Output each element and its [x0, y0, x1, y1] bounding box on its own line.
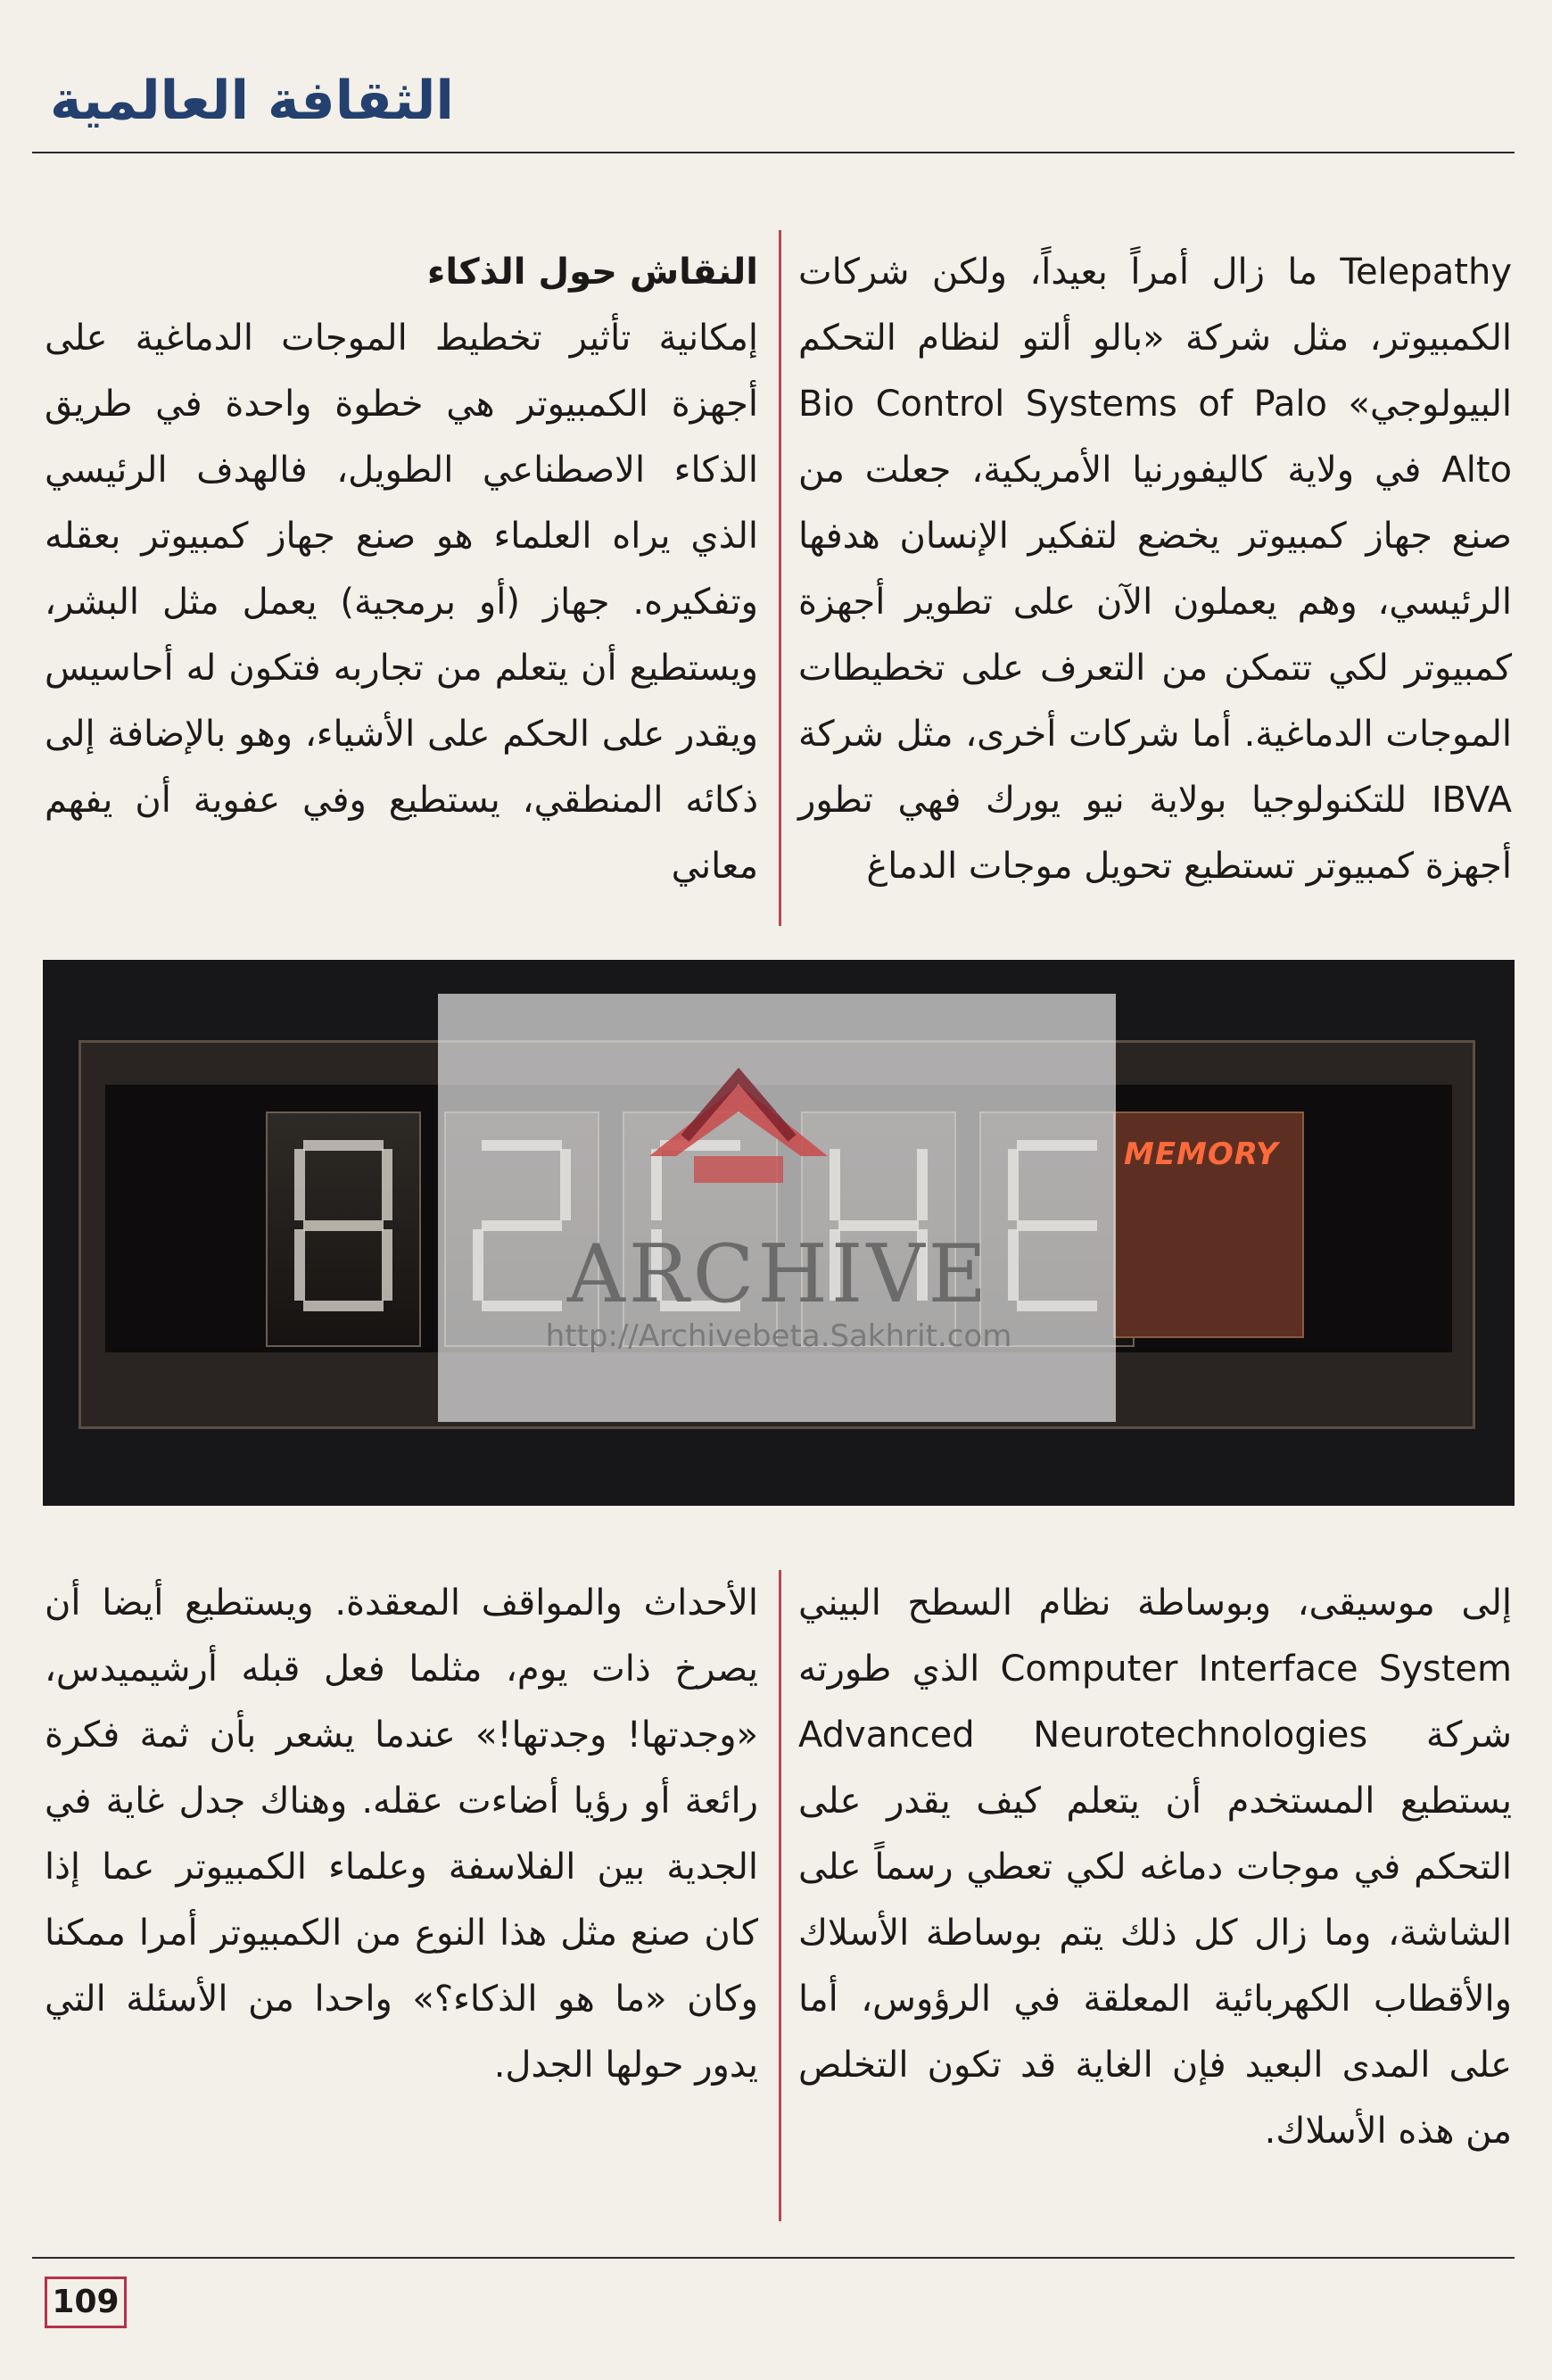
paragraph: الأحداث والمواقف المعقدة. ويستطيع أيضا أن يصرخ ذات يوم، مثلما فعل قبله أرشيميدس، «وجدتها! وجدتها!» عندما يشعر بأن ثمة فكرة رائعة أو رؤيا أضاءت عقله. وهناك جدل غاية في الجدية بين الفلاسفة وعلماء الكمبيوتر عما إذا كان صنع مثل هذا النوع من الكمبيوتر أمرا ممكنا وكان «ما هو الذكاء؟» واحدا من الأسئلة التي يدور حولها الجدل.	[45, 1583, 758, 2086]
article-column-left-bottom	[45, 1570, 758, 2098]
article-column-left-top	[45, 239, 758, 899]
subheading: النقاش حول الذكاء	[426, 252, 758, 293]
paragraph: إلى موسيقى، وبوساطة نظام السطح البيني Computer Interface System الذي طورته شركة Advanced Neurotechnologies يستطيع المستخدم أن يتعلم كيف يقدر على التحكم في موجات دماغه لكي تعطي رسماً على الشاشة، وما زال كل ذلك يتم بوساطة الأسلاك والأقطاب الكهربائية المعلقة في الرؤوس، أما على المدى البعيد فإن الغاية قد تكون التخلص من هذه الأسلاك.	[798, 1583, 1512, 2152]
watermark-title: ARCHIVE	[566, 1227, 991, 1321]
footer-rule	[32, 2257, 1515, 2259]
watermark-url: http://Archivebeta.Sakhrit.com	[545, 1318, 1012, 1354]
paragraph: Telepathy ما زال أمراً بعيداً، ولكن شركات الكمبيوتر، مثل شركة «بالو ألتو لنظام التحكم البيولوجي» Bio Control Systems of Palo Alto في ولاية كاليفورنيا الأمريكية، جعلت من صنع جهاز كمبيوتر يخضع لتفكير الإنسان هدفها الرئيسي، وهم يعملون الآن على تطوير أجهزة كمبيوتر لكي تتمكن من التعرف على تخطيطات الموجات الدماغية. أما شركات أخرى، مثل شركة IBVA للتكنولوجيا بولاية نيو يورك فهي تطور أجهزة كمبيوتر تستطيع تحويل موجات الدماغ	[798, 252, 1512, 887]
header-rule	[32, 152, 1515, 153]
article-column-right-top	[798, 239, 1512, 899]
article-column-right-bottom	[798, 1570, 1512, 2164]
column-divider	[779, 1570, 781, 2221]
page-number: 109	[45, 2277, 127, 2328]
archive-logo-icon	[632, 1022, 846, 1201]
section-title: الثقافة العالمية	[50, 70, 454, 132]
article-photo	[43, 960, 1515, 1506]
paragraph: إمكانية تأثير تخطيط الموجات الدماغية على أجهزة الكمبيوتر هي خطوة واحدة في طريق الذكاء الاصطناعي الطويل، فالهدف الرئيسي الذي يراه العلماء هو صنع جهاز كمبيوتر بعقله وتفكيره. جهاز (أو برمجية) يعمل مثل البشر، ويستطيع أن يتعلم من تجاربه فتكون له أحاسيس ويقدر على الحكم على الأشياء، وهو بالإضافة إلى ذكائه المنطقي، يستطيع وفي عفوية أن يفهم معاني	[45, 318, 758, 887]
display-digit	[266, 1111, 421, 1347]
column-divider	[779, 230, 781, 926]
memory-label: MEMORY	[1124, 1136, 1279, 1172]
